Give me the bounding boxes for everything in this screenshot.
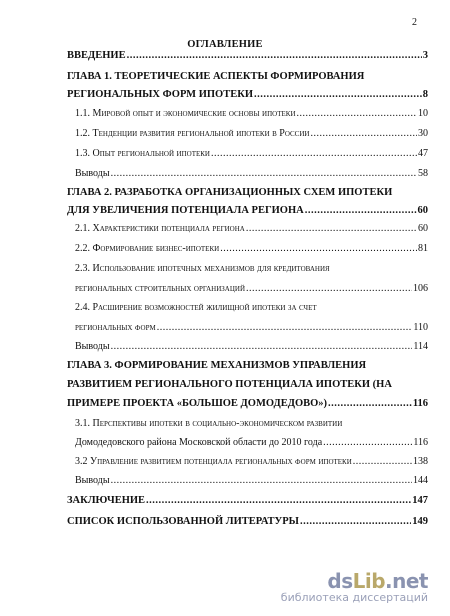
toc-entry: ГЛАВА 2. РАЗРАБОТКА ОРГАНИЗАЦИОННЫХ СХЕМ ИПОТЕКИ	[67, 187, 393, 198]
toc-entry: ГЛАВА 3. ФОРМИРОВАНИЕ МЕХАНИЗМОВ УПРАВЛЕНИЯ	[67, 360, 367, 371]
toc-entry: СПИСОК ИСПОЛЬЗОВАННОЙ ЛИТЕРАТУРЫ ..... 149	[67, 516, 428, 528]
toc-entry: 2.4. Расширение возможностей жилищной ипотеки за счет	[75, 302, 317, 313]
toc-entry: 1.3. Опыт региональной ипотеки ..... 47	[75, 148, 428, 160]
toc-entry: ЗАКЛЮЧЕНИЕ ..... 147	[67, 495, 428, 507]
toc-entry: ВВЕДЕНИЕ ..... 3	[67, 50, 428, 62]
toc-entry: Выводы ..... 144	[75, 475, 428, 487]
watermark-subtitle: библиотека диссертаций	[280, 591, 428, 604]
toc-entry: 1.1. Мировой опыт и экономические основы ипотеки ..... 10	[75, 108, 428, 120]
toc-entry: 2.2. Формирование бизнес-ипотеки ..... 81	[75, 243, 428, 255]
watermark	[281, 569, 428, 604]
toc-entry: ДЛЯ УВЕЛИЧЕНИЯ ПОТЕНЦИАЛА РЕГИОНА ..... 60	[67, 205, 428, 217]
toc-entry: 2.3. Использование ипотечных механизмов для кредитования	[75, 263, 330, 274]
toc-entry: ГЛАВА 1. ТЕОРЕТИЧЕСКИЕ АСПЕКТЫ ФОРМИРОВАНИЯ	[67, 71, 365, 82]
watermark-logo: dsLib.net	[327, 569, 428, 593]
toc-entry: Домодедовского района Московской области до 2010 года ..... 116	[75, 437, 428, 449]
toc-entry: 1.2. Тенденции развития региональной ипотеки в России ..... 30	[75, 128, 428, 140]
toc-entry: 3.1. Перспективы ипотеки в социально-экономическом развитии	[75, 418, 343, 429]
toc-entry: 2.1. Характеристики потенциала региона ..... 60	[75, 223, 428, 235]
page-number: 2	[412, 17, 417, 28]
toc-entry: РАЗВИТИЕМ РЕГИОНАЛЬНОГО ПОТЕНЦИАЛА ИПОТЕКИ (НА	[67, 379, 392, 390]
toc-title: ОГЛАВЛЕНИЕ	[187, 39, 263, 50]
toc-entry: ПРИМЕРЕ ПРОЕКТА «БОЛЬШОЕ ДОМОДЕДОВО») ..... 116	[67, 398, 428, 410]
toc-entry: 3.2 Управление развитием потенциала региональных форм ипотеки ..... 138	[75, 456, 428, 468]
toc-entry: Выводы ..... 114	[75, 341, 428, 353]
toc-entry: Выводы ..... 58	[75, 168, 428, 180]
toc-entry: региональных форм ..... 110	[75, 322, 428, 334]
toc-entry: региональных строительных организаций ..... 106	[75, 283, 428, 295]
toc-entry: РЕГИОНАЛЬНЫХ ФОРМ ИПОТЕКИ ..... 8	[67, 89, 428, 101]
